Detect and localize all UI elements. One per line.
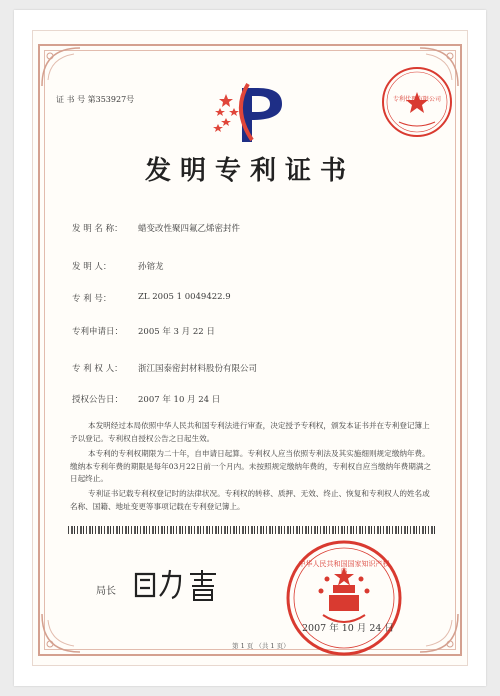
corner-ornament-icon [40, 46, 82, 88]
field-value: 孙镕龙 [138, 262, 164, 272]
field-label: 发 明 名 称： [72, 224, 123, 234]
barcode [68, 526, 435, 534]
certificate-paragraph: 本专利的专利权期限为二十年，自申请日起算。专利权人应当依照专利法及其实施细则规定缴纳年费。缴纳本专利年费的期限是每年03月22日前一个月内。未按照规定缴纳年费的，专利权自应当缴纳年费期满之日起终止。 [70, 449, 432, 484]
state-seal-icon [283, 537, 405, 659]
corner-ornament-icon [40, 612, 82, 654]
field-value: 2007 年 10 月 24 日 [138, 395, 221, 405]
field-value: ZL 2005 1 0049422.9 [138, 292, 231, 302]
page-number: 第 1 页 （共 1 页） [232, 642, 290, 650]
corner-ornament-icon [418, 612, 460, 654]
field-label: 专 利 权 人： [72, 364, 123, 374]
field-label: 专 利 号： [72, 294, 112, 304]
certificate-paragraph: 专利证书记载专利权登记时的法律状况。专利权的转移、质押、无效、终止、恢复和专利权人的姓名或名称、国籍、地址变更等事项记载在专利登记簿上。 [70, 489, 430, 511]
field-value: 蜡变改性聚四氟乙烯密封件 [138, 224, 241, 234]
director-label: 局长 [96, 586, 116, 597]
field-value: 浙江国泰密封材料股份有限公司 [138, 364, 258, 374]
director-signature-icon [132, 566, 222, 602]
certificate-paragraph: 本发明经过本局依照中华人民共和国专利法进行审查，决定授予专利权，颁发本证书并在专利登记簿上予以登记。专利权自授权公告之日起生效。 [70, 421, 430, 443]
field-label: 专利申请日： [72, 327, 124, 337]
seal-date: 2007 年 10 月 24 日 [302, 623, 394, 634]
patent-office-logo-icon [212, 80, 290, 146]
certificate-title: 发明专利证书 [144, 156, 355, 186]
field-label: 授权公告日： [72, 395, 124, 405]
certificate-number: 证 书 号 第353927号 [56, 95, 135, 104]
field-label: 发 明 人： [72, 262, 112, 272]
field-value: 2005 年 3 月 22 日 [138, 327, 215, 337]
state-seal-text: 中华人民共和国国家知识产权局 [298, 560, 390, 576]
agency-seal-text: 专利代理有限公司 [392, 96, 441, 103]
